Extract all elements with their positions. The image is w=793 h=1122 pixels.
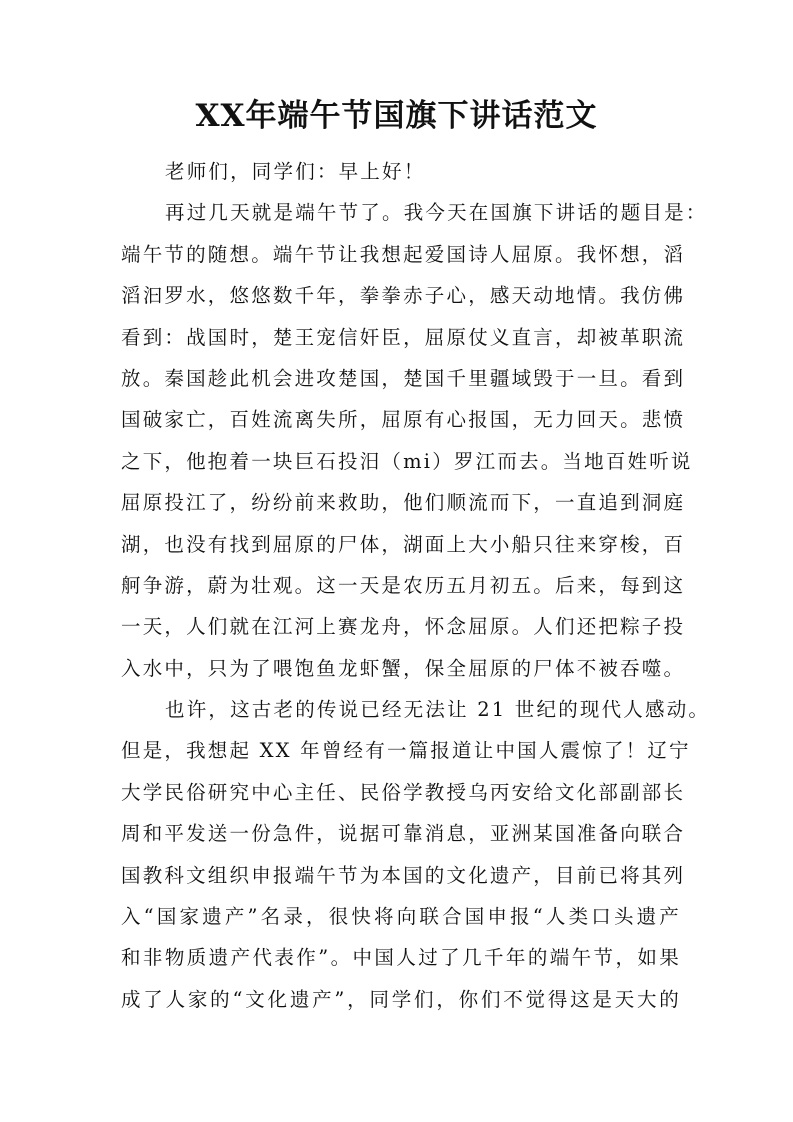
- greeting-line: 老师们，同学们：早上好！: [165, 160, 426, 183]
- text-line: 滔汩罗水，悠悠数千年，拳拳赤子心，感天动地情。我仿佛: [121, 284, 686, 308]
- text-line: 之下，他抱着一块巨石投汨（mi）罗江而去。当地百姓听说: [121, 449, 693, 473]
- paragraph-1: [121, 192, 708, 689]
- text-line: 大学民俗研究中心主任、民俗学教授乌丙安给文化部副部长: [121, 780, 686, 804]
- text-line: 湖，也没有找到屈原的尸体，湖面上大小船只往来穿梭，百: [121, 532, 686, 556]
- document-title: XX年端午节国旗下讲话范文: [195, 98, 598, 134]
- paragraph-2: [121, 689, 711, 1020]
- text-line: 周和平发送一份急件，说据可靠消息，亚洲某国准备向联合: [121, 822, 686, 846]
- text-line: 和非物质遗产代表作”。中国人过了几千年的端午节，如果: [121, 946, 681, 970]
- document-body: [121, 151, 711, 1020]
- text-line: 看到：战国时，楚王宠信奸臣，屈原仗义直言，却被革职流: [121, 325, 686, 349]
- text-line: 入“国家遗产”名录，很快将向联合国申报“人类口头遗产: [121, 905, 681, 929]
- text-line: 成了人家的“文化遗产”，同学们，你们不觉得这是天大的: [121, 987, 681, 1011]
- text-line: 再过几天就是端午节了。我今天在国旗下讲话的题目是：: [165, 201, 708, 225]
- text-line: 国教科文组织申报端午节为本国的文化遗产，目前已将其列: [121, 863, 686, 887]
- text-line: 放。秦国趁此机会进攻楚国，楚国千里疆域毁于一旦。看到: [121, 366, 686, 390]
- text-line: 端午节的随想。端午节让我想起爱国诗人屈原。我怀想，滔: [121, 242, 686, 266]
- text-line: 但是，我想起 XX 年曾经有一篇报道让中国人震惊了！辽宁: [121, 739, 691, 763]
- text-line: 国破家亡，百姓流离失所，屈原有心报国，无力回天。悲愤: [121, 408, 686, 432]
- text-line: 一天，人们就在江河上赛龙舟，怀念屈原。人们还把粽子投: [121, 615, 686, 639]
- text-line: 入水中，只为了喂饱鱼龙虾蟹，保全屈原的尸体不被吞噬。: [121, 656, 686, 680]
- text-line: 舸争游，蔚为壮观。这一天是农历五月初五。后来，每到这: [121, 573, 686, 597]
- text-line: 也许，这古老的传说已经无法让 21 世纪的现代人感动。: [165, 698, 711, 722]
- text-line: 屈原投江了，纷纷前来救助，他们顺流而下，一直追到洞庭: [121, 491, 686, 515]
